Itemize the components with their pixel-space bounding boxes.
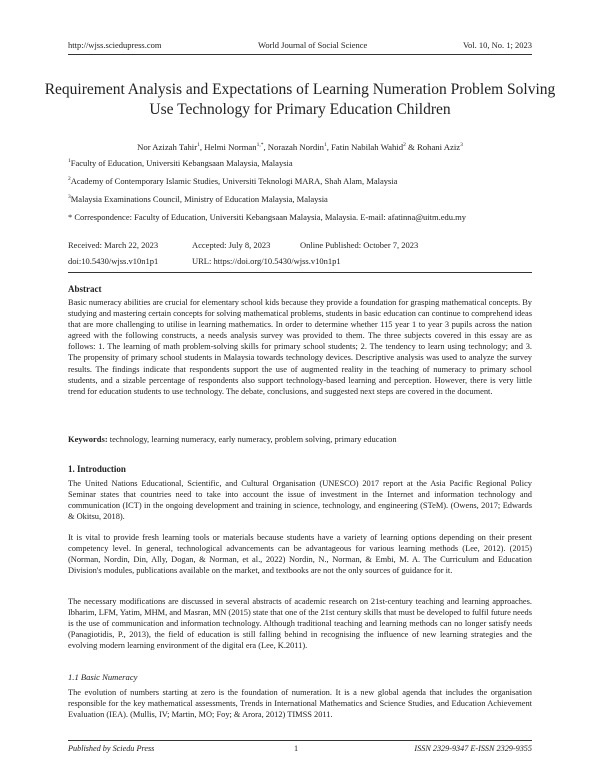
keywords-text: technology, learning numeracy, early numeracy, problem solving, primary education xyxy=(109,434,397,444)
doi-url[interactable]: URL: https://doi.org/10.5430/wjss.v10n1p1 xyxy=(192,256,341,266)
paper-title: Requirement Analysis and Expectations of Learning Numeration Problem Solving Use Technology for Primary Education Children xyxy=(44,81,556,118)
issn: ISSN 2329-9347 E-ISSN 2329-9355 xyxy=(414,744,532,753)
author-name: Helmi Norman xyxy=(204,142,257,152)
journal-name: World Journal of Social Science xyxy=(258,40,368,50)
subsection-heading-basic-numeracy: 1.1 Basic Numeracy xyxy=(68,672,138,682)
doi[interactable]: doi:10.5430/wjss.v10n1p1 xyxy=(68,256,159,266)
publisher: Published by Sciedu Press xyxy=(68,744,155,753)
author-affil-mark: 3 xyxy=(460,142,463,149)
abstract-text: Basic numeracy abilities are crucial for elementary school kids because they provide a foundation for grasping mathematical concepts. By studying and mastering certain concepts for solving mathematical problems, students in basic education can continue to comprehend ideas that are more challenging to utilise in learning mathematics. In order to determine whether 115 year 1 to year 3 pupils across the nation agreed with the following constructs, a needs analysis survey was provided to them. The three subjects covered in this essay are as follows: 1. The learning of math problem-solving skills for primary school students; 2. The tendency to learn using technology; and 3. The propensity of primary school students in Malaysia towards technology devices. Descriptive analysis was used to analyze the survey results. The findings indicate that respondents support the use of augmented reality in the teaching of numeracy to primary school students, and a sizable percentage of respondents also support technology-based learning and perception. However, there is very little trend for education students to use technology. The debate, conclusions, and suggested next steps are covered in the document. xyxy=(68,298,532,396)
affiliation-1: $^1$Faculty of Education, Universiti Kebangsaan Malaysia, Malaysia xyxy=(68,158,293,168)
accepted-date: Accepted: July 8, 2023 xyxy=(192,240,271,250)
affiliation-2: $^2$Academy of Contemporary Islamic Studies, Universiti Teknologi MARA, Shah Alam, Malaysia xyxy=(68,176,398,186)
footer-rule xyxy=(68,740,532,741)
intro-paragraph-4: The evolution of numbers starting at zero is the foundation of numeration. It is a new global agenda that includes the organisation responsible for the key mathematical assessments, Trends in International Mathematics and Science Studies, and Education Achievement Evaluation (IEA). (Mullis, IV; Martin, MO; Foy; & Arora, 2012) TIMSS 2011. xyxy=(68,688,532,720)
journal-url[interactable]: http://wjss.sciedupress.com xyxy=(68,40,162,50)
author-affil-mark: 1 xyxy=(324,142,327,149)
abstract-heading: Abstract xyxy=(68,284,102,294)
author-name: Nor Azizah Tahir xyxy=(137,142,198,152)
affiliation-3: $^3$Malaysia Examinations Council, Ministry of Education Malaysia, Malaysia xyxy=(68,194,328,204)
intro-paragraph-3: The necessary modifications are discussed in several abstracts of academic research on 21st-century teaching and learning approaches. Ibharim, LFM, Yatim, MHM, and Masran, MN (2015) state that one of the 21st century skills that must be developed to fulfil future needs is the use of communication and information technology. Although traditional teaching and learning methods can no longer satisfy needs (Panagiotidis, P., 2013), the field of education is still falling behind in recognising the influence of new learning strategies and the evolving modern learning environment of the digital era (Lee, K.2011). xyxy=(68,597,532,651)
running-header xyxy=(68,40,532,52)
meta-rule xyxy=(68,272,532,273)
page-footer xyxy=(68,744,532,756)
intro-paragraph-2: It is vital to provide fresh learning tools or materials because students have a variety of learning options depending on their present competency level. In general, technological advancements can be advantageous for various learning methods (Lee, 2012). (2015) (Norman, Nordin, Din, Ally, Dogan, & Norman, et al., 2022) Nordin, N., Norman, & Embi, M. A. The Curriculum and Education Division's modules, publications available on the market, and textbooks are not the only sources of guidance for it. xyxy=(68,533,532,576)
section-heading-introduction: 1. Introduction xyxy=(68,464,126,474)
author-affil-mark: 1 xyxy=(197,142,200,149)
keywords xyxy=(68,434,397,444)
volume-info: Vol. 10, No. 1; 2023 xyxy=(462,40,532,50)
author-name: Fatin Nabilah Wahid xyxy=(331,142,404,152)
correspondence: * Correspondence: Faculty of Education, Universiti Kebangsaan Malaysia, Malaysia. E-mail: afatinna@uitm.edu.my xyxy=(68,212,467,222)
author-list: Nor Azizah Tahir$^1$, Helmi Norman$^{1,*}$, Norazah Nordin$^1$, Fatin Nabilah Wahid$^2$ & Rohani Aziz$^3$ xyxy=(137,142,463,152)
keywords-label: Keywords: xyxy=(68,434,108,444)
intro-paragraph-1: The United Nations Educational, Scientific, and Cultural Organisation (UNESCO) 2017 report at the Asia Pacific Regional Policy Seminar states that countries need to take into account the issue of investment in the Internet and information technology and communication (ICT) in the ongoing development and training in science, technology, and engineering (STeM). (Owens, 2017; Edwards & Okitsu, 2018). xyxy=(68,479,532,522)
author-name: Rohani Aziz xyxy=(416,142,461,152)
author-affil-mark: 2 xyxy=(403,142,406,149)
online-date: Online Published: October 7, 2023 xyxy=(300,240,419,250)
page-number: 1 xyxy=(294,744,299,753)
author-affil-mark: 1,* xyxy=(256,142,264,149)
received-date: Received: March 22, 2023 xyxy=(68,240,159,250)
header-rule xyxy=(68,54,532,55)
author-name: Norazah Nordin xyxy=(267,142,324,152)
